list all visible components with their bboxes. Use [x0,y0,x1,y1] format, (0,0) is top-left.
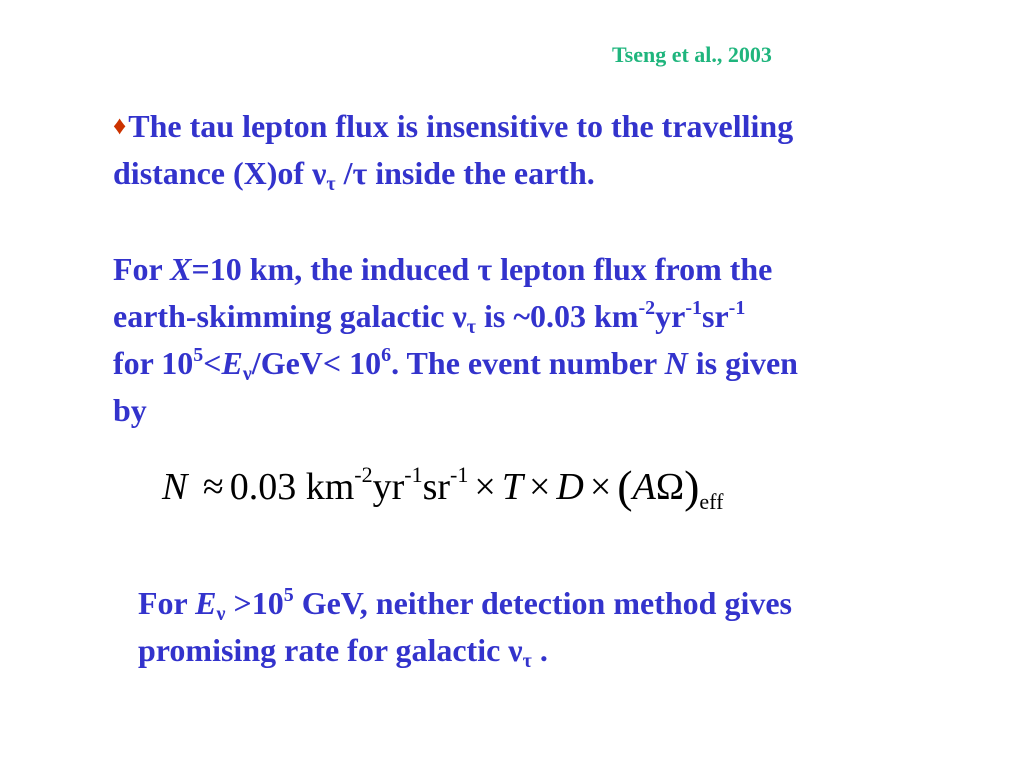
conclusion-line-1: For $E_\nu >10^5$ GeV, neither detection method gives [138,584,792,625]
flux-line-2: earth-skimming galactic $\nu_\tau$ is ~0.03 $km^{-2}yr^{-1}sr^{-1}$ [113,297,746,338]
diamond-icon: ♦ [113,111,127,140]
flux-line-3: for $10^5<E_\nu/GeV< 10^6$. The event number N is given [113,344,798,385]
bullet-line-1: ♦The tau lepton flux is insensitive to the travelling [113,102,793,150]
flux-paragraph [113,246,798,434]
citation: Tseng et al., 2003 [612,42,772,67]
bullet-paragraph [113,102,793,197]
bullet-line-2: distance (X)of $\nu_\tau$ /τ inside the earth. [113,155,595,195]
flux-line-4: by [113,392,147,428]
flux-line-1: For X=10 km, the induced τ lepton flux from the [113,251,773,287]
event-number-formula: N ≈ 0.03 $km^{-2}yr^{-1}sr^{-1} \times T \times D \times (A\Omega)_{eff}$ [162,461,724,514]
conclusion-paragraph [138,580,792,674]
conclusion-line-2: promising rate for galactic $\nu_\tau$ . [138,632,548,672]
